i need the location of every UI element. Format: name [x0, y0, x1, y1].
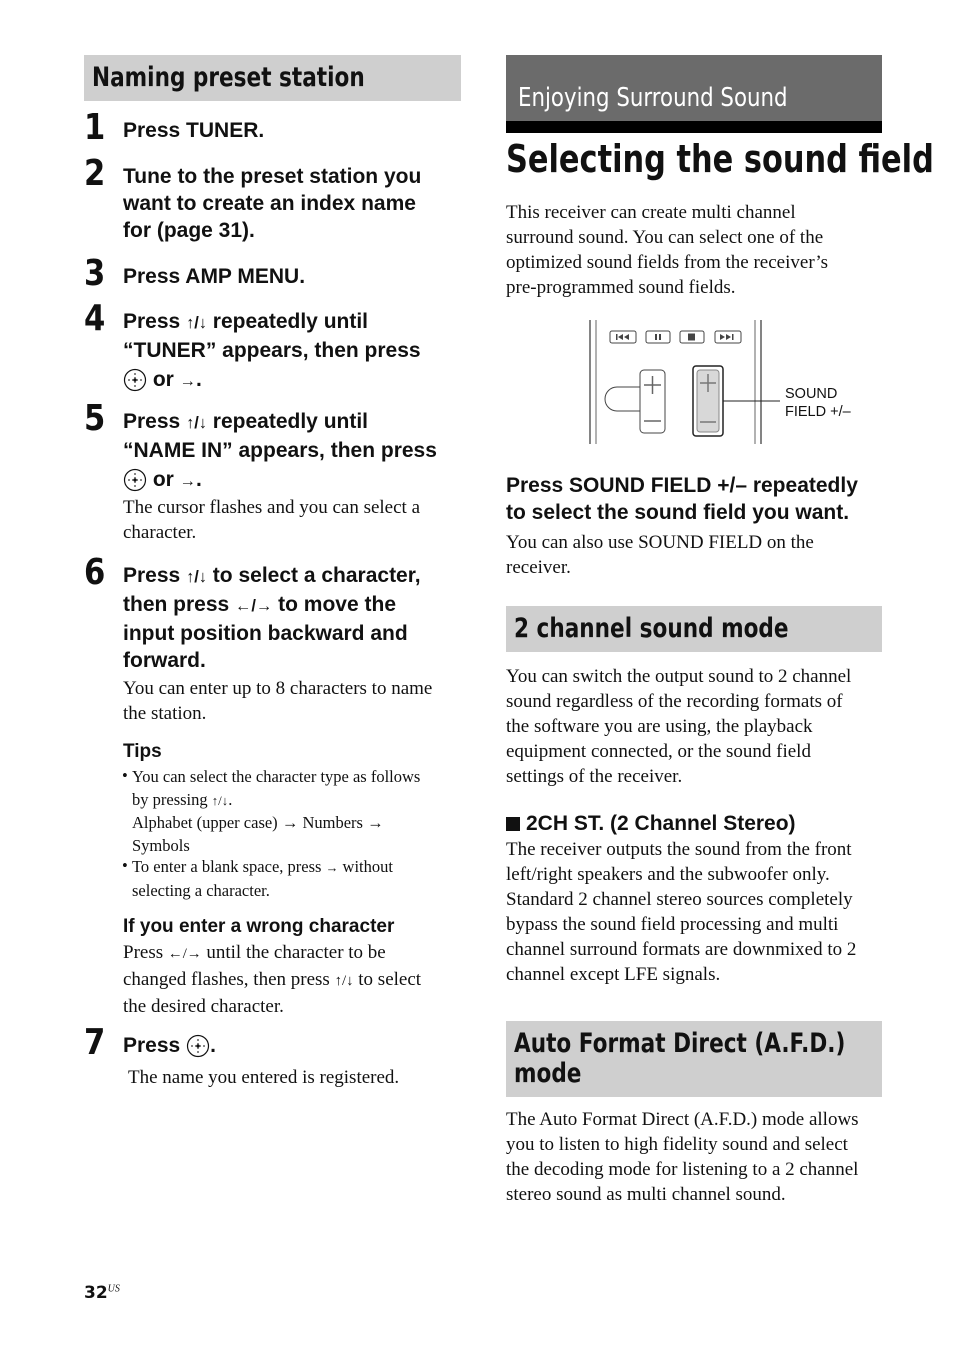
sequence-arrow-icon: → [367, 813, 384, 832]
step-6-body: You can enter up to 8 characters to name the station. [123, 678, 433, 724]
up-down-arrow-icon: ↑/↓ [186, 568, 207, 586]
right-arrow-icon: → [179, 372, 197, 390]
left-right-arrow-icon: ←/→ [235, 597, 273, 615]
volume-rocker-icon [605, 370, 665, 433]
sound-field-button-icon [693, 366, 723, 436]
next-button-icon [715, 331, 741, 343]
tip-2: To enter a blank space, press → without selecting a character. [132, 857, 393, 900]
up-down-arrow-icon: ↑/↓ [186, 314, 207, 332]
step-7-heading: Press . [123, 1034, 216, 1057]
pause-button-icon [646, 331, 670, 343]
right-arrow-icon: → [325, 861, 339, 875]
remote-control-figure [585, 318, 875, 446]
step-5-body: The cursor flashes and you can select a character. [123, 497, 421, 543]
enter-button-icon [186, 1034, 210, 1058]
instruction-body: You can also use SOUND FIELD on the receiver. [506, 532, 814, 578]
step-4-heading: Press ↑/↓ repeatedly until “TUNER” appears, then press or →. [123, 308, 463, 395]
step-number-5: 5 [84, 398, 106, 439]
step-6-heading: Press ↑/↓ to select a character, then press ←/→ to move the input position backward and forward. [123, 564, 421, 672]
step-number-4: 4 [84, 298, 106, 339]
step-number-1: 1 [84, 107, 106, 148]
step-7-body: The name you entered is registered. [128, 1067, 400, 1088]
section-title-afd-line2: mode [514, 1058, 582, 1089]
previous-button-icon [610, 331, 636, 343]
left-right-arrow-icon: ←/→ [167, 946, 202, 962]
sound-field-callout: SOUND FIELD +/– [785, 386, 851, 420]
section-afd-body: The Auto Format Direct (A.F.D.) mode allows you to listen to high fidelity sound and select the decoding mode for listening to a 2 channel stereo sound as multi channel sound. [506, 1109, 859, 1205]
step-2-heading: Tune to the preset station you want to create an index name for (page 31). [123, 165, 422, 242]
stop-button-icon [680, 331, 704, 343]
step-5-heading: Press ↑/↓ repeatedly until “NAME IN” appears, then press or →. [123, 408, 463, 495]
chapter-banner [506, 55, 882, 121]
section-title-2ch: 2 channel sound mode [514, 613, 789, 644]
right-arrow-icon: → [179, 472, 197, 490]
section-banner-afd [506, 1021, 882, 1097]
step-1-heading: Press TUNER. [123, 119, 265, 142]
enter-button-icon [123, 368, 147, 392]
step-number-6: 6 [84, 552, 106, 593]
step-number-3: 3 [84, 253, 106, 294]
wrong-character-title: If you enter a wrong character [123, 916, 395, 937]
up-down-arrow-icon: ↑/↓ [211, 793, 229, 808]
instruction-heading: Press SOUND FIELD +/– repeatedly to select the sound field you want. [506, 474, 858, 524]
enter-button-icon [123, 468, 147, 492]
page-number: $32^{US}$ [84, 1283, 120, 1303]
chapter-rule [506, 121, 882, 133]
section-2ch-body: You can switch the output sound to 2 channel sound regardless of the recording formats of the software you are using, the playback equipment connected, or the sound field settings of the receiver. [506, 666, 852, 787]
tip-1: You can select the character type as follows by pressing ↑/↓. Alphabet (upper case) → Numbers → Symbols [132, 767, 421, 855]
wrong-character-body: Press ←/→ until the character to be changed flashes, then press ↑/↓ to select the desired character. [123, 942, 422, 1017]
step-number-7: 7 [84, 1022, 106, 1063]
sequence-arrow-icon: → [281, 813, 299, 832]
up-down-arrow-icon: ↑/↓ [186, 414, 207, 432]
section-title-afd-line1: Auto Format Direct (A.F.D.) [514, 1028, 846, 1059]
tips-title: Tips [123, 741, 162, 762]
2ch-stereo-heading: 2CH ST. (2 Channel Stereo) [506, 812, 796, 836]
step-3-heading: Press AMP MENU. [123, 265, 306, 288]
page-title: Selecting the sound field [506, 137, 934, 181]
square-bullet-icon [506, 817, 520, 831]
section-title-naming: Naming preset station [92, 62, 365, 93]
up-down-arrow-icon: ↑/↓ [334, 973, 354, 989]
page-suffix: US [107, 1283, 120, 1295]
step-number-2: 2 [84, 153, 106, 194]
chapter-title: Enjoying Surround Sound [518, 83, 788, 113]
section-banner-naming [84, 55, 461, 101]
intro-text: This receiver can create multi channel surround sound. You can select one of the optimized sound fields from the receiver’s pre-programmed sound fields. [506, 202, 829, 298]
section-banner-2ch [506, 606, 882, 652]
tip-bullet: • [122, 766, 128, 785]
tip-bullet: • [122, 856, 128, 875]
2ch-stereo-body: The receiver outputs the sound from the front left/right speakers and the subwoofer only. Standard 2 channel stereo sources completely bypass the sound field processing and multi channel surround formats are downmixed to 2 channel except LFE signals. [506, 839, 857, 985]
